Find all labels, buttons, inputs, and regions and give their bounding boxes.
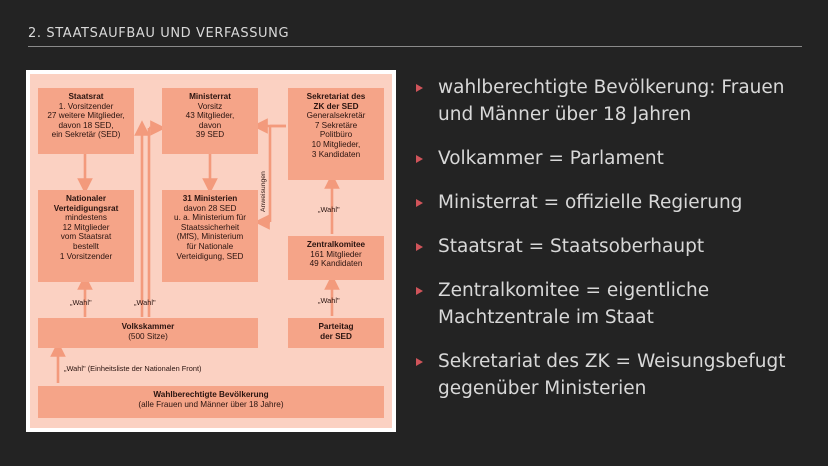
label-wahl-staatsrat: „Wahl": [134, 298, 156, 307]
ministerien-line: davon 28 SED: [183, 203, 237, 213]
bullet-item: [416, 277, 816, 331]
box-bevoelkerung: [38, 386, 384, 418]
title-divider: [28, 46, 802, 47]
verteidigungsrat-title: Verteidigungsrat: [53, 203, 119, 213]
box-ministerien: [162, 190, 258, 282]
bullet-arrow-icon: [416, 358, 423, 366]
label-wahl-einheitsliste: „Wahl" (Einheitsliste der Nationalen Front): [64, 364, 202, 373]
ministerrat-line: 39 SED: [195, 130, 225, 140]
parteitag-title: der SED: [320, 331, 352, 341]
bullet-text: Volkammer = Parlament: [438, 148, 664, 169]
diagram-panel: [30, 74, 392, 428]
box-ministerrat: [162, 88, 258, 154]
ministerien-line: (MfS), Ministerium: [176, 232, 244, 242]
box-sekretariat-zk: [288, 88, 384, 180]
label-wahl-sekretariat: „Wahl": [318, 205, 340, 214]
ministerien-title: 31 Ministerien: [182, 194, 238, 203]
box-parteitag: [288, 318, 384, 348]
staatsrat-line: davon 18 SED,: [58, 120, 114, 130]
volkskammer-sub: (500 Sitze): [128, 331, 168, 341]
label-anweisungen: Anweisungen: [260, 171, 267, 212]
bullet-arrow-icon: [416, 243, 423, 251]
bullet-text: Ministerrat = offizielle Regierung: [438, 192, 743, 213]
staatsrat-line: 1. Vorsitzender: [58, 101, 114, 111]
ministerrat-line: davon: [198, 120, 222, 130]
bullet-list: [416, 74, 816, 419]
bullet-arrow-icon: [416, 287, 423, 295]
zentralkomitee-line: 161 Mitglieder: [310, 249, 362, 259]
sekretariat-line: Generalsekretär: [306, 111, 366, 121]
sekretariat-line: 3 Kandidaten: [311, 149, 361, 159]
sekretariat-line: 10 Mitglieder,: [311, 139, 361, 149]
staatsrat-line: ein Sekretär (SED): [51, 130, 121, 140]
ministerien-line: Verteidigung, SED: [176, 251, 244, 261]
bevoelkerung-title: Wahlberechtigte Bevölkerung: [153, 390, 269, 399]
zentralkomitee-line: 49 Kandidaten: [309, 259, 363, 269]
ministerrat-title: Ministerrat: [189, 92, 231, 101]
sekretariat-line: 7 Sekretäre: [314, 120, 358, 130]
staatsrat-line: 27 weitere Mitglieder,: [47, 111, 125, 121]
box-verteidigungsrat: [38, 190, 134, 282]
verteidigungsrat-line: 12 Mitglieder: [62, 222, 110, 232]
label-wahl-zk: „Wahl": [318, 296, 340, 305]
sekretariat-title: ZK der SED: [313, 101, 359, 111]
bullet-arrow-icon: [416, 199, 423, 207]
bullet-arrow-icon: [416, 84, 423, 92]
ministerien-line: u. a. Ministerium für: [174, 213, 246, 223]
bullet-arrow-icon: [416, 155, 423, 163]
bullet-item: [416, 145, 816, 172]
box-volkskammer: [38, 318, 258, 348]
ministerrat-line: 43 Mitglieder,: [185, 111, 235, 121]
verteidigungsrat-line: vom Staatsrat: [60, 232, 112, 242]
bullet-text: Sekretariat des ZK = Weisungsbefugt gegenüber Ministerien: [438, 351, 786, 399]
verteidigungsrat-line: mindestens: [65, 213, 107, 223]
parteitag-title: Parteitag: [318, 322, 354, 331]
bullet-item: [416, 74, 816, 128]
bullet-item: [416, 233, 816, 260]
bullet-text: wahlberechtigte Bevölkerung: Frauen und Männer über 18 Jahren: [438, 77, 785, 125]
box-staatsrat: [38, 88, 134, 154]
label-wahl-verteidigungsrat: „Wahl": [70, 298, 92, 307]
state-structure-diagram: [26, 70, 396, 432]
volkskammer-title: Volkskammer: [121, 322, 175, 331]
zentralkomitee-title: Zentralkomitee: [306, 240, 366, 249]
ministerrat-line: Vorsitz: [197, 101, 223, 111]
bevoelkerung-sub: (alle Frauen und Männer über 18 Jahre): [138, 399, 284, 409]
bullet-item: [416, 348, 816, 402]
verteidigungsrat-line: 1 Vorsitzender: [59, 251, 113, 261]
verteidigungsrat-line: bestellt: [73, 241, 99, 251]
bullet-item: [416, 189, 816, 216]
sekretariat-line: Politbüro: [319, 130, 353, 140]
verteidigungsrat-title: Nationaler: [65, 194, 107, 203]
ministerien-line: Staatssicherheit: [180, 222, 240, 232]
bullet-text: Zentralkomitee = eigentliche Machtzentrale im Staat: [438, 280, 710, 328]
staatsrat-title: Staatsrat: [68, 92, 104, 101]
bullet-text: Staatsrat = Staatsoberhaupt: [438, 236, 705, 257]
box-zentralkomitee: [288, 236, 384, 280]
sekretariat-title: Sekretariat des: [306, 92, 366, 101]
ministerien-line: für Nationale: [186, 241, 234, 251]
slide-title: 2. STAATSAUFBAU UND VERFASSUNG: [28, 26, 290, 41]
